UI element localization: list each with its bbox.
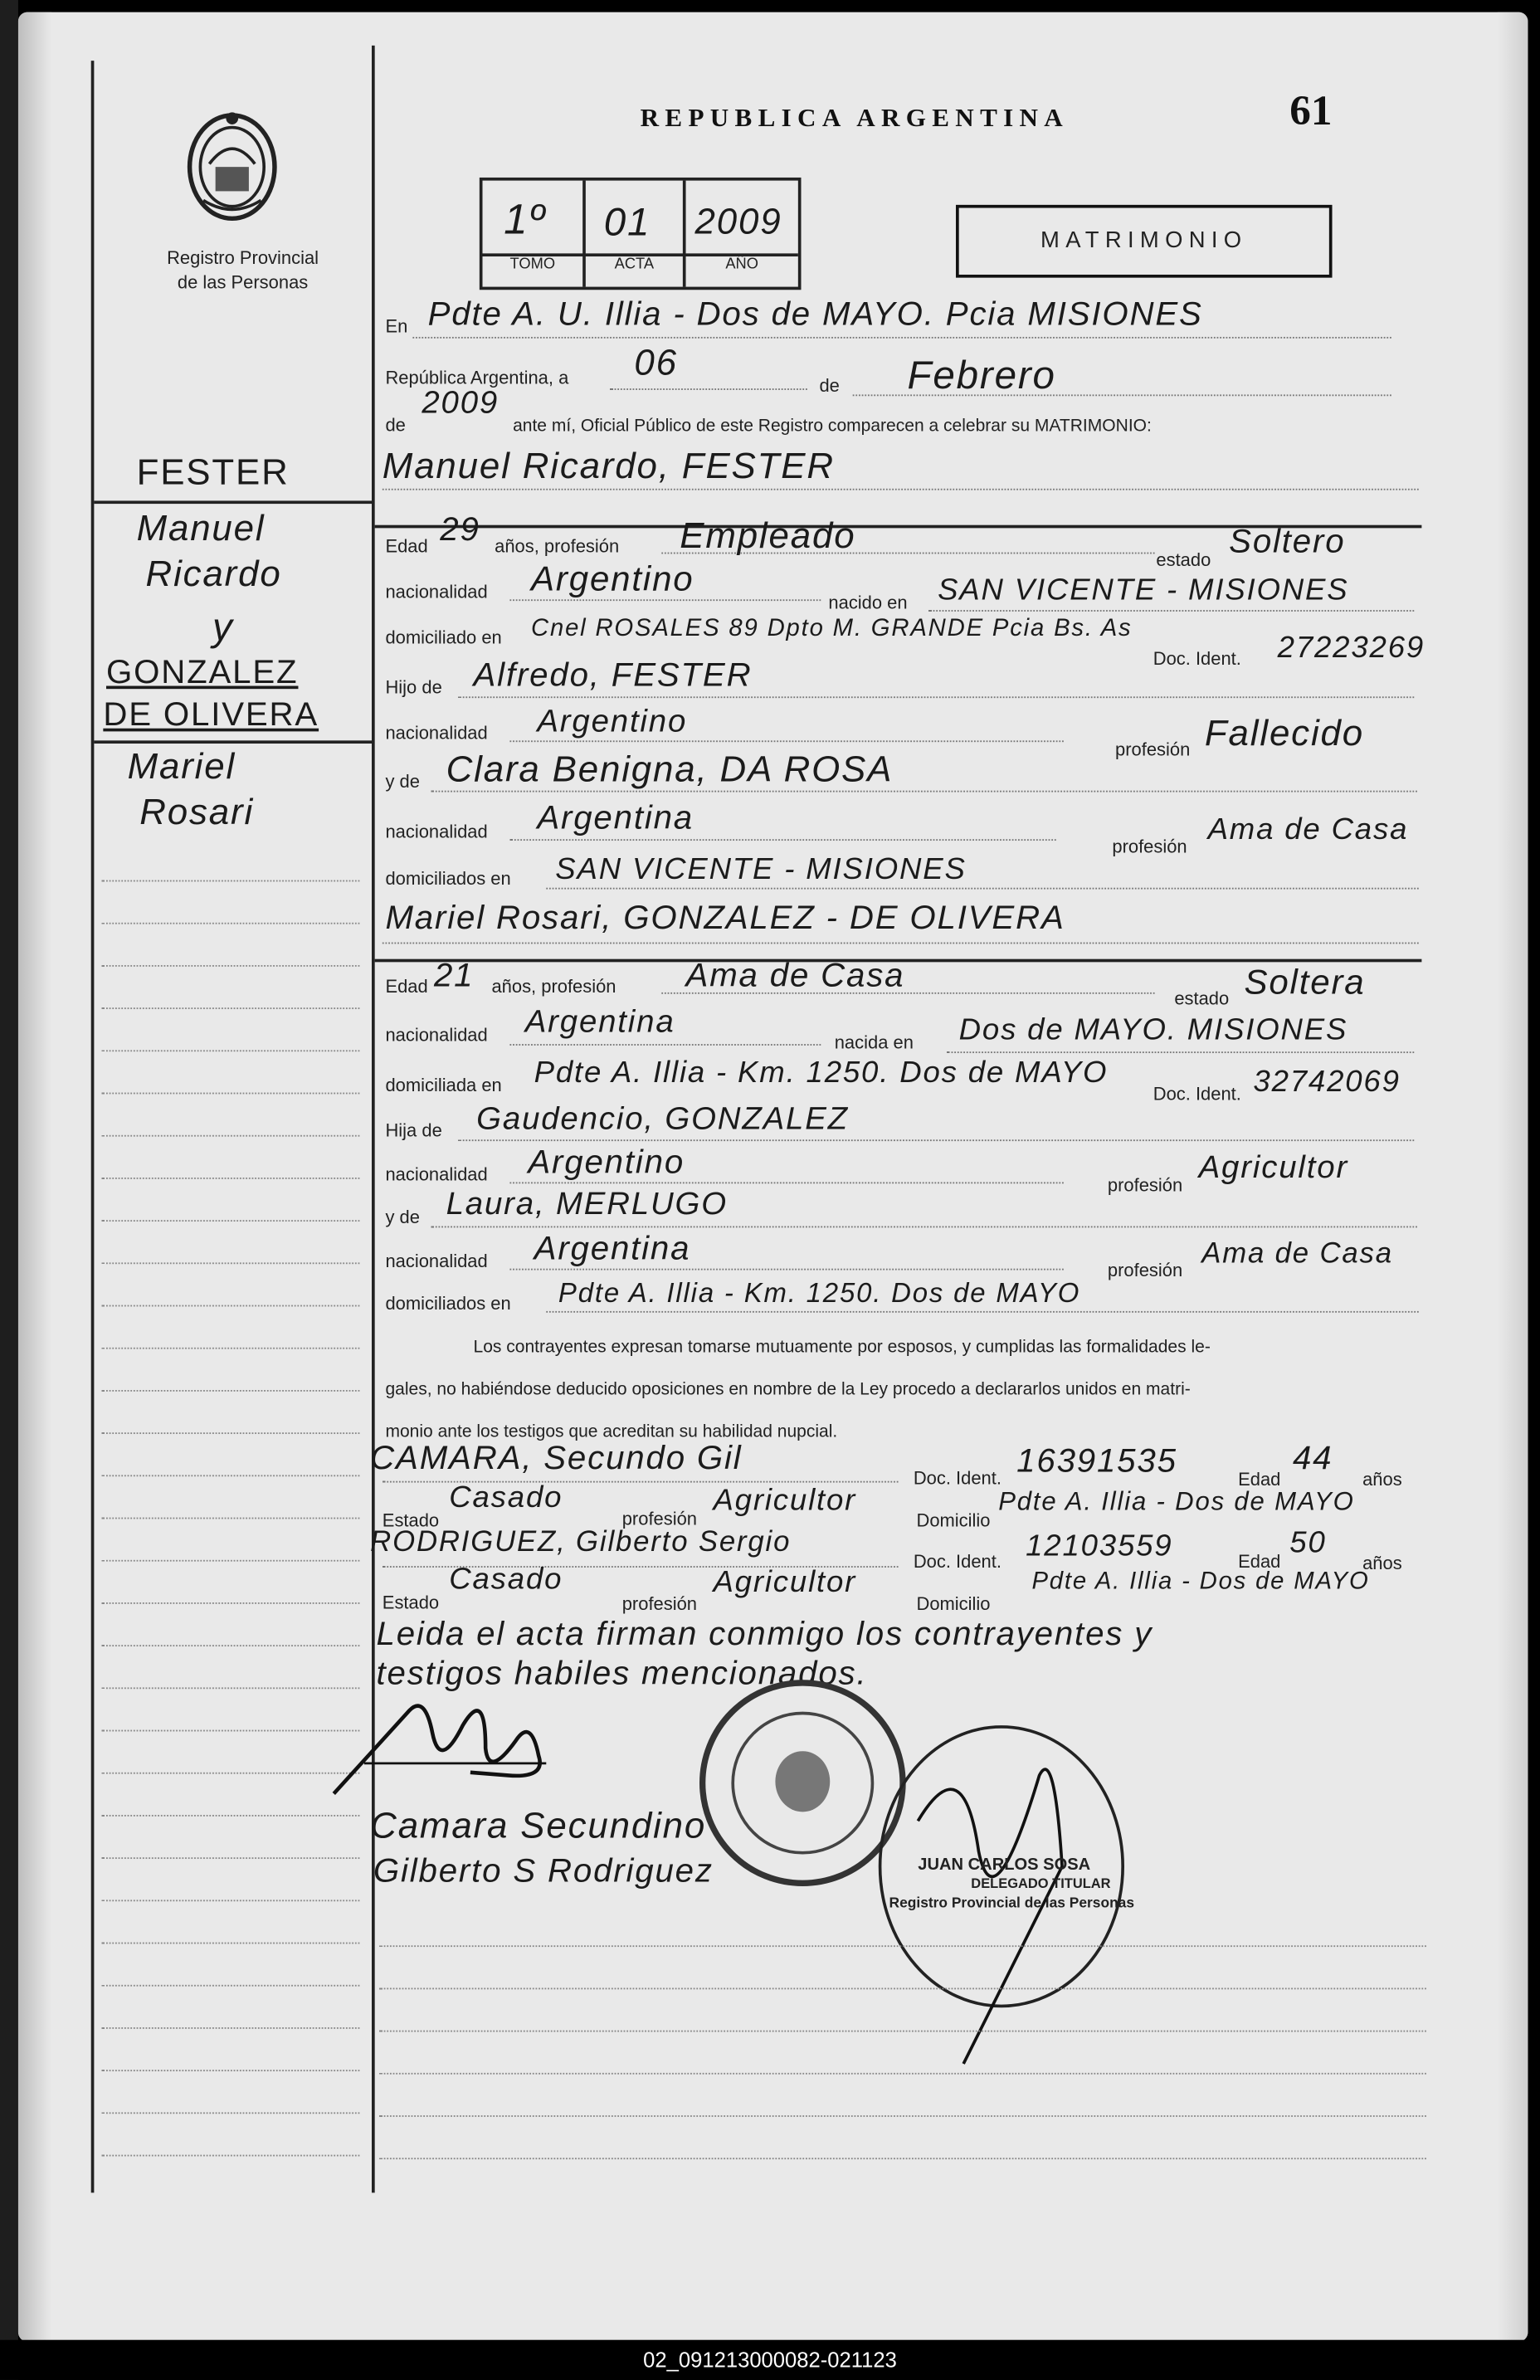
- registry-name-line1: Registro Provincial: [167, 247, 319, 269]
- ano-value: 2009: [694, 202, 782, 243]
- bride-profession: Ama de Casa: [685, 956, 905, 994]
- month-value: Febrero: [907, 352, 1056, 398]
- declaration-line3: monio ante los testigos que acreditan su habilidad nupcial.: [385, 1423, 838, 1442]
- place-value: Pdte A. U. Illia - Dos de MAYO. Pcia MISIONES: [427, 294, 1203, 333]
- groom-estado: Soltero: [1229, 522, 1346, 560]
- margin-rule-2: [94, 740, 372, 744]
- closing-line1: Leida el acta firman conmigo los contrayentes y: [376, 1614, 1153, 1653]
- groom-age: 29: [440, 510, 480, 549]
- official-office: Registro Provincial de las Personas: [889, 1895, 1135, 1913]
- groom-father-profession: Fallecido: [1204, 713, 1364, 754]
- label-nacionalidad-6: nacionalidad: [385, 1250, 488, 1272]
- groom-domicile: Cnel ROSALES 89 Dpto M. GRANDE Pcia Bs. As: [531, 616, 1133, 642]
- label-anos-profesion: años, profesión: [495, 535, 620, 558]
- label-doc-ident-w1: Doc. Ident.: [913, 1467, 1001, 1489]
- declaration-line1: Los contrayentes expresan tomarse mutuamente por esposos, y cumplidas las formalidades le-: [473, 1338, 1211, 1357]
- page-number: 61: [1289, 88, 1333, 135]
- witness2-domicile: Pdte A. Illia - Dos de MAYO: [1031, 1568, 1370, 1595]
- groom-full-name: Manuel Ricardo, FESTER: [382, 446, 835, 487]
- label-domicilio-w1: Domicilio: [916, 1509, 991, 1532]
- bride-full-name: Mariel Rosari, GONZALEZ - DE OLIVERA: [385, 898, 1065, 937]
- label-nacida-en: nacida en: [834, 1031, 914, 1054]
- margin-groom-name1: Manuel: [136, 508, 266, 549]
- label-de-2: de: [385, 414, 406, 436]
- label-profesion-4: profesión: [1107, 1259, 1183, 1281]
- witness1-age: 44: [1292, 1438, 1333, 1477]
- bride-domicile: Pdte A. Illia - Km. 1250. Dos de MAYO: [534, 1056, 1109, 1090]
- label-nacionalidad-3: nacionalidad: [385, 821, 488, 842]
- groom-parents-domicile: SAN VICENTE - MISIONES: [555, 852, 967, 886]
- label-estado-2: estado: [1174, 988, 1230, 1010]
- label-edad-w1: Edad: [1238, 1469, 1281, 1490]
- groom-father: Alfredo, FESTER: [473, 655, 753, 694]
- witness1-domicile: Pdte A. Illia - Dos de MAYO: [998, 1487, 1355, 1516]
- footer-filename: 02_091213000082-021123: [643, 2347, 897, 2373]
- bride-parents-domicile: Pdte A. Illia - Km. 1250. Dos de MAYO: [558, 1277, 1081, 1309]
- label-de-1: de: [819, 374, 840, 397]
- left-column-rule-left: [91, 61, 95, 2192]
- margin-groom-name2: Ricardo: [145, 554, 282, 595]
- label-estado-w2: Estado: [382, 1592, 440, 1613]
- label-nacido-en: nacido en: [828, 592, 908, 613]
- label-doc-ident: Doc. Ident.: [1153, 647, 1241, 670]
- label-nacionalidad-4: nacionalidad: [385, 1024, 488, 1046]
- witness1-profession: Agricultor: [713, 1484, 857, 1518]
- signature-3: Gilberto S Rodriguez: [373, 1851, 714, 1890]
- label-domiciliados-2: domiciliados en: [385, 1292, 511, 1314]
- official-name: JUAN CARLOS SOSA: [918, 1856, 1091, 1875]
- label-domicilio-w2: Domicilio: [916, 1593, 991, 1615]
- label-edad-2: Edad: [385, 975, 428, 997]
- label-republica: República Argentina, a: [385, 367, 569, 389]
- bride-doc: 32742069: [1253, 1065, 1401, 1099]
- bride-age: 21: [433, 956, 475, 994]
- label-anos-w1: años: [1362, 1469, 1402, 1490]
- groom-mother: Clara Benigna, DA ROSA: [446, 749, 894, 791]
- coat-of-arms-icon: [182, 106, 282, 225]
- provincial-seal: [182, 106, 282, 225]
- bride-mother-nationality: Argentina: [534, 1229, 691, 1267]
- label-edad: Edad: [385, 535, 428, 558]
- margin-bride-surname2: DE OLIVERA: [103, 695, 319, 734]
- bride-estado: Soltera: [1244, 962, 1366, 1002]
- margin-groom-surname: FESTER: [136, 451, 290, 494]
- groom-doc: 27223269: [1277, 631, 1425, 665]
- label-doc-ident-2: Doc. Ident.: [1153, 1083, 1241, 1105]
- registry-name-line2: de las Personas: [177, 271, 309, 293]
- label-profesion-3: profesión: [1107, 1174, 1183, 1196]
- witness1-estado: Casado: [449, 1480, 563, 1514]
- label-anos-profesion-2: años, profesión: [491, 975, 616, 997]
- label-estado-w1: Estado: [382, 1509, 440, 1532]
- country-title: REPUBLICA ARGENTINA: [640, 103, 1070, 133]
- footer-bar: [0, 2340, 1540, 2380]
- record-number-table: [480, 178, 802, 290]
- margin-bride-surname1: GONZALEZ: [106, 652, 299, 691]
- label-nacionalidad: nacionalidad: [385, 581, 488, 602]
- groom-birthplace: SAN VICENTE - MISIONES: [938, 573, 1349, 607]
- label-profesion-2: profesión: [1112, 836, 1187, 858]
- ano-label: AÑO: [725, 256, 758, 274]
- margin-bride-name1: Mariel: [127, 746, 236, 788]
- label-en: En: [385, 315, 408, 337]
- signature-2: Camara Secundino: [370, 1806, 707, 1847]
- bride-father-profession: Agricultor: [1198, 1150, 1349, 1186]
- label-anos-w2: años: [1362, 1552, 1402, 1574]
- bride-mother-profession: Ama de Casa: [1201, 1238, 1393, 1270]
- witness1-name: CAMARA, Secundo Gil: [370, 1438, 743, 1477]
- label-edad-w2: Edad: [1238, 1550, 1281, 1573]
- label-domiciliado: domiciliado en: [385, 627, 502, 648]
- label-estado: estado: [1156, 549, 1211, 571]
- groom-mother-profession: Ama de Casa: [1207, 813, 1409, 847]
- label-profesion: profesión: [1115, 739, 1191, 761]
- witness2-doc: 12103559: [1026, 1529, 1173, 1563]
- bride-nationality: Argentina: [524, 1004, 675, 1040]
- day-value: 06: [634, 343, 678, 384]
- label-domiciliados: domiciliados en: [385, 867, 511, 890]
- witness2-profession: Agricultor: [713, 1566, 857, 1600]
- declaration-line2: gales, no habiéndose deducido oposiciones en nombre de la Ley procedo a declararlos unidos en matri-: [385, 1381, 1191, 1399]
- official-title: DELEGADO TITULAR: [971, 1875, 1111, 1891]
- bride-father-nationality: Argentino: [528, 1142, 685, 1181]
- label-nacionalidad-2: nacionalidad: [385, 722, 488, 744]
- label-hija-de: Hija de: [385, 1119, 442, 1142]
- closing-line2: testigos habiles mencionados.: [376, 1654, 868, 1692]
- tomo-label: TOMO: [509, 256, 556, 274]
- label-profesion-w1: profesión: [621, 1508, 698, 1530]
- bride-birthplace: Dos de MAYO. MISIONES: [958, 1013, 1348, 1047]
- label-nacionalidad-5: nacionalidad: [385, 1163, 488, 1186]
- binding-edge: [0, 0, 18, 2379]
- witness2-name: RODRIGUEZ, Gilberto Sergio: [370, 1526, 792, 1558]
- label-hijo-de: Hijo de: [385, 676, 442, 699]
- label-y-de-2: y de: [385, 1206, 420, 1228]
- witness2-age: 50: [1289, 1526, 1327, 1560]
- registry-name: [130, 246, 355, 295]
- witness1-doc: 16391535: [1016, 1441, 1177, 1480]
- label-domiciliada: domiciliada en: [385, 1074, 502, 1096]
- bride-mother: Laura, MERLUGO: [446, 1186, 728, 1222]
- page-inner-shadow: [18, 12, 51, 2342]
- intro-text: ante mí, Oficial Público de este Registro comparecen a celebrar su MATRIMONIO:: [513, 417, 1152, 436]
- signature-1: [319, 1687, 577, 1808]
- document-type-box: [956, 205, 1332, 278]
- groom-profession: Empleado: [680, 515, 856, 558]
- margin-connector: y: [212, 603, 234, 650]
- margin-rule: [94, 500, 372, 504]
- label-profesion-w2: profesión: [621, 1593, 698, 1615]
- acta-label: ACTA: [614, 256, 655, 274]
- witness2-estado: Casado: [449, 1563, 563, 1597]
- year-value: 2009: [422, 385, 500, 421]
- bride-father: Gaudencio, GONZALEZ: [476, 1101, 849, 1137]
- label-y-de: y de: [385, 770, 420, 793]
- page-right-edge: [1498, 12, 1528, 2342]
- acta-value: 01: [603, 198, 651, 245]
- document-type: MATRIMONIO: [1040, 227, 1248, 254]
- groom-nationality: Argentino: [531, 558, 694, 598]
- label-doc-ident-w2: Doc. Ident.: [913, 1550, 1001, 1573]
- margin-bride-name2: Rosari: [139, 792, 255, 833]
- groom-father-nationality: Argentino: [537, 704, 688, 739]
- groom-mother-nationality: Argentina: [537, 797, 694, 836]
- tomo-value: 1º: [504, 195, 546, 243]
